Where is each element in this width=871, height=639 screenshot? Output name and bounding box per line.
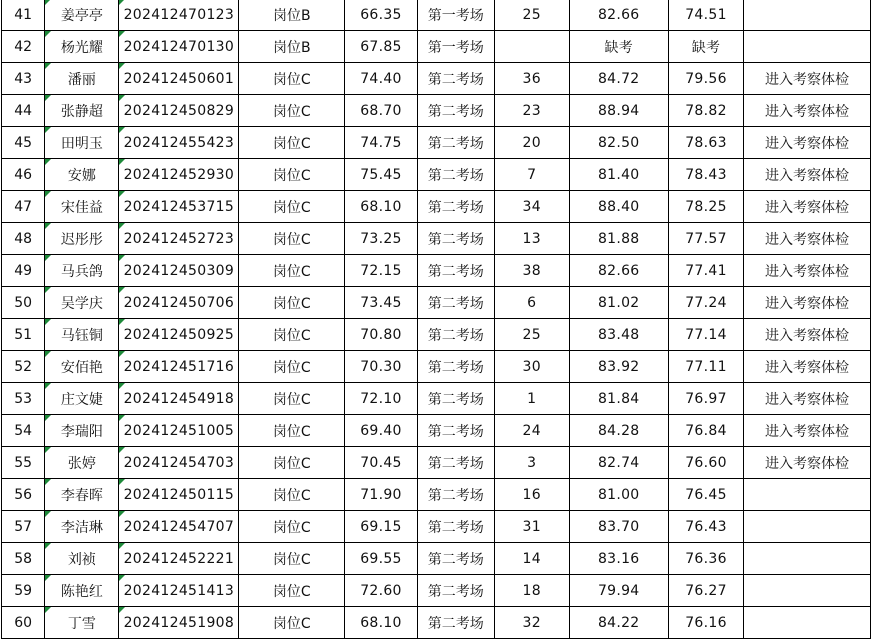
seat-number-cell[interactable]: 25 (495, 319, 570, 351)
interview-score-cell[interactable]: 81.00 (569, 479, 668, 511)
interview-score-cell[interactable]: 81.88 (569, 223, 668, 255)
exam-room-cell[interactable]: 第二考场 (417, 127, 494, 159)
exam-room-cell[interactable]: 第二考场 (417, 575, 494, 607)
seat-number-cell[interactable]: 30 (495, 351, 570, 383)
ticket-id-cell[interactable]: 202412451716 (119, 351, 239, 383)
name-cell[interactable]: 李瑞阳 (45, 415, 119, 447)
ticket-id-cell[interactable]: 202412450309 (119, 255, 239, 287)
interview-score-cell[interactable]: 84.28 (569, 415, 668, 447)
remark-cell[interactable]: 进入考察体检 (744, 95, 871, 127)
ticket-id-cell[interactable]: 202412452723 (119, 223, 239, 255)
table-row (2, 415, 871, 447)
written-score-cell[interactable]: 68.70 (345, 95, 417, 127)
row-number-cell[interactable]: 53 (2, 383, 45, 415)
remark-cell[interactable]: 进入考察体检 (744, 223, 871, 255)
total-score-cell[interactable]: 缺考 (668, 31, 743, 63)
exam-room-cell[interactable]: 第二考场 (417, 479, 494, 511)
name-cell[interactable]: 庄文婕 (45, 383, 119, 415)
post-cell[interactable]: 岗位B (239, 0, 345, 31)
ticket-id-cell[interactable]: 202412453715 (119, 191, 239, 223)
seat-number-cell[interactable]: 25 (495, 0, 570, 31)
row-number-cell[interactable]: 54 (2, 415, 45, 447)
exam-room-cell[interactable]: 第二考场 (417, 447, 494, 479)
exam-room-cell[interactable]: 第二考场 (417, 351, 494, 383)
ticket-id-cell[interactable]: 202412451413 (119, 575, 239, 607)
remark-cell[interactable]: 进入考察体检 (744, 287, 871, 319)
name-cell[interactable]: 安娜 (45, 159, 119, 191)
row-number-cell[interactable]: 60 (2, 607, 45, 639)
written-score-cell[interactable]: 70.80 (345, 319, 417, 351)
ticket-id-cell[interactable]: 202412450925 (119, 319, 239, 351)
interview-score-cell[interactable]: 88.40 (569, 191, 668, 223)
name-cell[interactable]: 杨光耀 (45, 31, 119, 63)
ticket-id-cell[interactable]: 202412450829 (119, 95, 239, 127)
written-score-cell[interactable]: 67.85 (345, 31, 417, 63)
exam-room-cell[interactable]: 第二考场 (417, 319, 494, 351)
table-row (2, 319, 871, 351)
post-cell[interactable]: 岗位C (239, 351, 345, 383)
remark-cell[interactable] (744, 543, 871, 575)
ticket-id-cell[interactable]: 202412452930 (119, 159, 239, 191)
table-row (2, 63, 871, 95)
total-score-cell[interactable]: 77.14 (668, 319, 743, 351)
exam-room-cell[interactable]: 第二考场 (417, 191, 494, 223)
row-number-cell[interactable]: 56 (2, 479, 45, 511)
seat-number-cell[interactable]: 16 (495, 479, 570, 511)
interview-score-cell[interactable]: 84.22 (569, 607, 668, 639)
total-score-cell[interactable]: 76.36 (668, 543, 743, 575)
post-cell[interactable]: 岗位C (239, 543, 345, 575)
remark-cell[interactable]: 进入考察体检 (744, 127, 871, 159)
remark-cell[interactable]: 进入考察体检 (744, 255, 871, 287)
total-score-cell[interactable]: 77.41 (668, 255, 743, 287)
post-cell[interactable]: 岗位C (239, 191, 345, 223)
name-cell[interactable]: 宋佳益 (45, 191, 119, 223)
row-number-cell[interactable]: 57 (2, 511, 45, 543)
post-cell[interactable]: 岗位C (239, 415, 345, 447)
remark-cell[interactable]: 进入考察体检 (744, 383, 871, 415)
post-cell[interactable]: 岗位C (239, 159, 345, 191)
remark-cell[interactable] (744, 31, 871, 63)
interview-score-cell[interactable]: 82.66 (569, 0, 668, 31)
table-row (2, 127, 871, 159)
row-number-cell[interactable]: 48 (2, 223, 45, 255)
seat-number-cell[interactable]: 13 (495, 223, 570, 255)
row-number-cell[interactable]: 51 (2, 319, 45, 351)
exam-room-cell[interactable]: 第二考场 (417, 511, 494, 543)
name-cell[interactable]: 潘丽 (45, 63, 119, 95)
interview-score-cell[interactable]: 79.94 (569, 575, 668, 607)
exam-room-cell[interactable]: 第二考场 (417, 159, 494, 191)
ticket-id-cell[interactable]: 202412452221 (119, 543, 239, 575)
total-score-cell[interactable]: 78.25 (668, 191, 743, 223)
name-cell[interactable]: 马兵鸽 (45, 255, 119, 287)
interview-score-cell[interactable]: 81.02 (569, 287, 668, 319)
table-row (2, 607, 871, 639)
exam-room-cell[interactable]: 第二考场 (417, 543, 494, 575)
written-score-cell[interactable]: 75.45 (345, 159, 417, 191)
remark-cell[interactable]: 进入考察体检 (744, 191, 871, 223)
name-cell[interactable]: 陈艳红 (45, 575, 119, 607)
interview-score-cell[interactable]: 82.74 (569, 447, 668, 479)
exam-room-cell[interactable]: 第二考场 (417, 255, 494, 287)
table-row (2, 95, 871, 127)
exam-room-cell[interactable]: 第二考场 (417, 383, 494, 415)
name-cell[interactable]: 李洁琳 (45, 511, 119, 543)
table-row (2, 255, 871, 287)
interview-score-cell[interactable]: 83.92 (569, 351, 668, 383)
exam-room-cell[interactable]: 第二考场 (417, 223, 494, 255)
post-cell[interactable]: 岗位C (239, 607, 345, 639)
written-score-cell[interactable]: 73.25 (345, 223, 417, 255)
interview-score-cell[interactable]: 83.48 (569, 319, 668, 351)
post-cell[interactable]: 岗位C (239, 95, 345, 127)
total-score-cell[interactable]: 76.16 (668, 607, 743, 639)
seat-number-cell[interactable] (495, 31, 570, 63)
interview-score-cell[interactable]: 88.94 (569, 95, 668, 127)
name-cell[interactable]: 迟彤彤 (45, 223, 119, 255)
name-cell[interactable]: 马钰铜 (45, 319, 119, 351)
row-number-cell[interactable]: 55 (2, 447, 45, 479)
interview-score-cell[interactable]: 83.70 (569, 511, 668, 543)
remark-cell[interactable] (744, 511, 871, 543)
exam-room-cell[interactable]: 第二考场 (417, 95, 494, 127)
name-cell[interactable]: 张静超 (45, 95, 119, 127)
seat-number-cell[interactable]: 24 (495, 415, 570, 447)
written-score-cell[interactable]: 70.30 (345, 351, 417, 383)
table-row (2, 223, 871, 255)
ticket-id-cell[interactable]: 202412451908 (119, 607, 239, 639)
remark-cell[interactable]: 进入考察体检 (744, 319, 871, 351)
row-number-cell[interactable]: 47 (2, 191, 45, 223)
row-number-cell[interactable]: 52 (2, 351, 45, 383)
total-score-cell[interactable]: 78.63 (668, 127, 743, 159)
seat-number-cell[interactable]: 34 (495, 191, 570, 223)
seat-number-cell[interactable]: 6 (495, 287, 570, 319)
name-cell[interactable]: 丁雪 (45, 607, 119, 639)
score-table (1, 0, 871, 639)
ticket-id-cell[interactable]: 202412450115 (119, 479, 239, 511)
post-cell[interactable]: 岗位C (239, 511, 345, 543)
seat-number-cell[interactable]: 31 (495, 511, 570, 543)
post-cell[interactable]: 岗位C (239, 575, 345, 607)
written-score-cell[interactable]: 68.10 (345, 191, 417, 223)
total-score-cell[interactable]: 78.82 (668, 95, 743, 127)
table-row (2, 0, 871, 31)
seat-number-cell[interactable]: 1 (495, 383, 570, 415)
written-score-cell[interactable]: 73.45 (345, 287, 417, 319)
total-score-cell[interactable]: 77.11 (668, 351, 743, 383)
seat-number-cell[interactable]: 3 (495, 447, 570, 479)
interview-score-cell[interactable]: 缺考 (569, 31, 668, 63)
row-number-cell[interactable]: 45 (2, 127, 45, 159)
row-number-cell[interactable]: 59 (2, 575, 45, 607)
post-cell[interactable]: 岗位C (239, 63, 345, 95)
seat-number-cell[interactable]: 36 (495, 63, 570, 95)
table-row (2, 447, 871, 479)
interview-score-cell[interactable]: 81.40 (569, 159, 668, 191)
seat-number-cell[interactable]: 38 (495, 255, 570, 287)
written-score-cell[interactable]: 69.15 (345, 511, 417, 543)
seat-number-cell[interactable]: 20 (495, 127, 570, 159)
row-number-cell[interactable]: 58 (2, 543, 45, 575)
name-cell[interactable]: 张婷 (45, 447, 119, 479)
exam-room-cell[interactable]: 第二考场 (417, 607, 494, 639)
written-score-cell[interactable]: 66.35 (345, 0, 417, 31)
name-cell[interactable]: 姜亭亭 (45, 0, 119, 31)
remark-cell[interactable] (744, 575, 871, 607)
total-score-cell[interactable]: 76.84 (668, 415, 743, 447)
ticket-id-cell[interactable]: 202412454703 (119, 447, 239, 479)
remark-cell[interactable] (744, 0, 871, 31)
total-score-cell[interactable]: 76.60 (668, 447, 743, 479)
table-row (2, 287, 871, 319)
exam-room-cell[interactable]: 第二考场 (417, 63, 494, 95)
remark-cell[interactable]: 进入考察体检 (744, 415, 871, 447)
written-score-cell[interactable]: 72.15 (345, 255, 417, 287)
ticket-id-cell[interactable]: 202412454707 (119, 511, 239, 543)
remark-cell[interactable]: 进入考察体检 (744, 63, 871, 95)
table-row (2, 543, 871, 575)
ticket-id-cell[interactable]: 202412451005 (119, 415, 239, 447)
total-score-cell[interactable]: 76.27 (668, 575, 743, 607)
interview-score-cell[interactable]: 81.84 (569, 383, 668, 415)
total-score-cell[interactable]: 76.43 (668, 511, 743, 543)
total-score-cell[interactable]: 77.24 (668, 287, 743, 319)
post-cell[interactable]: 岗位C (239, 383, 345, 415)
written-score-cell[interactable]: 69.55 (345, 543, 417, 575)
post-cell[interactable]: 岗位C (239, 479, 345, 511)
row-number-cell[interactable]: 49 (2, 255, 45, 287)
total-score-cell[interactable]: 74.51 (668, 0, 743, 31)
post-cell[interactable]: 岗位C (239, 287, 345, 319)
remark-cell[interactable] (744, 607, 871, 639)
ticket-id-cell[interactable]: 202412470123 (119, 0, 239, 31)
interview-score-cell[interactable]: 82.50 (569, 127, 668, 159)
table-row (2, 383, 871, 415)
seat-number-cell[interactable]: 7 (495, 159, 570, 191)
total-score-cell[interactable]: 78.43 (668, 159, 743, 191)
seat-number-cell[interactable]: 32 (495, 607, 570, 639)
ticket-id-cell[interactable]: 202412454918 (119, 383, 239, 415)
score-table-body (2, 0, 871, 639)
ticket-id-cell[interactable]: 202412470130 (119, 31, 239, 63)
post-cell[interactable]: 岗位C (239, 255, 345, 287)
name-cell[interactable]: 李春晖 (45, 479, 119, 511)
post-cell[interactable]: 岗位C (239, 447, 345, 479)
seat-number-cell[interactable]: 23 (495, 95, 570, 127)
row-number-cell[interactable]: 41 (2, 0, 45, 31)
post-cell[interactable]: 岗位C (239, 127, 345, 159)
total-score-cell[interactable]: 76.97 (668, 383, 743, 415)
row-number-cell[interactable]: 42 (2, 31, 45, 63)
ticket-id-cell[interactable]: 202412450706 (119, 287, 239, 319)
written-score-cell[interactable]: 68.10 (345, 607, 417, 639)
row-number-cell[interactable]: 46 (2, 159, 45, 191)
table-row (2, 511, 871, 543)
name-cell[interactable]: 安佰艳 (45, 351, 119, 383)
seat-number-cell[interactable]: 18 (495, 575, 570, 607)
table-row (2, 191, 871, 223)
table-row (2, 575, 871, 607)
interview-score-cell[interactable]: 84.72 (569, 63, 668, 95)
total-score-cell[interactable]: 77.57 (668, 223, 743, 255)
row-number-cell[interactable]: 50 (2, 287, 45, 319)
table-row (2, 31, 871, 63)
total-score-cell[interactable]: 79.56 (668, 63, 743, 95)
post-cell[interactable]: 岗位C (239, 223, 345, 255)
written-score-cell[interactable]: 69.40 (345, 415, 417, 447)
written-score-cell[interactable]: 74.40 (345, 63, 417, 95)
name-cell[interactable]: 田明玉 (45, 127, 119, 159)
name-cell[interactable]: 吴学庆 (45, 287, 119, 319)
interview-score-cell[interactable]: 83.16 (569, 543, 668, 575)
table-row (2, 351, 871, 383)
ticket-id-cell[interactable]: 202412455423 (119, 127, 239, 159)
seat-number-cell[interactable]: 14 (495, 543, 570, 575)
exam-room-cell[interactable]: 第一考场 (417, 0, 494, 31)
name-cell[interactable]: 刘祯 (45, 543, 119, 575)
written-score-cell[interactable]: 74.75 (345, 127, 417, 159)
exam-room-cell[interactable]: 第一考场 (417, 31, 494, 63)
written-score-cell[interactable]: 72.60 (345, 575, 417, 607)
remark-cell[interactable] (744, 479, 871, 511)
written-score-cell[interactable]: 70.45 (345, 447, 417, 479)
row-number-cell[interactable]: 44 (2, 95, 45, 127)
interview-score-cell[interactable]: 82.66 (569, 255, 668, 287)
table-row (2, 479, 871, 511)
table-row (2, 159, 871, 191)
remark-cell[interactable]: 进入考察体检 (744, 351, 871, 383)
remark-cell[interactable]: 进入考察体检 (744, 159, 871, 191)
exam-room-cell[interactable]: 第二考场 (417, 287, 494, 319)
post-cell[interactable]: 岗位B (239, 31, 345, 63)
ticket-id-cell[interactable]: 202412450601 (119, 63, 239, 95)
post-cell[interactable]: 岗位C (239, 319, 345, 351)
remark-cell[interactable]: 进入考察体检 (744, 447, 871, 479)
written-score-cell[interactable]: 71.90 (345, 479, 417, 511)
total-score-cell[interactable]: 76.45 (668, 479, 743, 511)
row-number-cell[interactable]: 43 (2, 63, 45, 95)
written-score-cell[interactable]: 72.10 (345, 383, 417, 415)
exam-room-cell[interactable]: 第二考场 (417, 415, 494, 447)
